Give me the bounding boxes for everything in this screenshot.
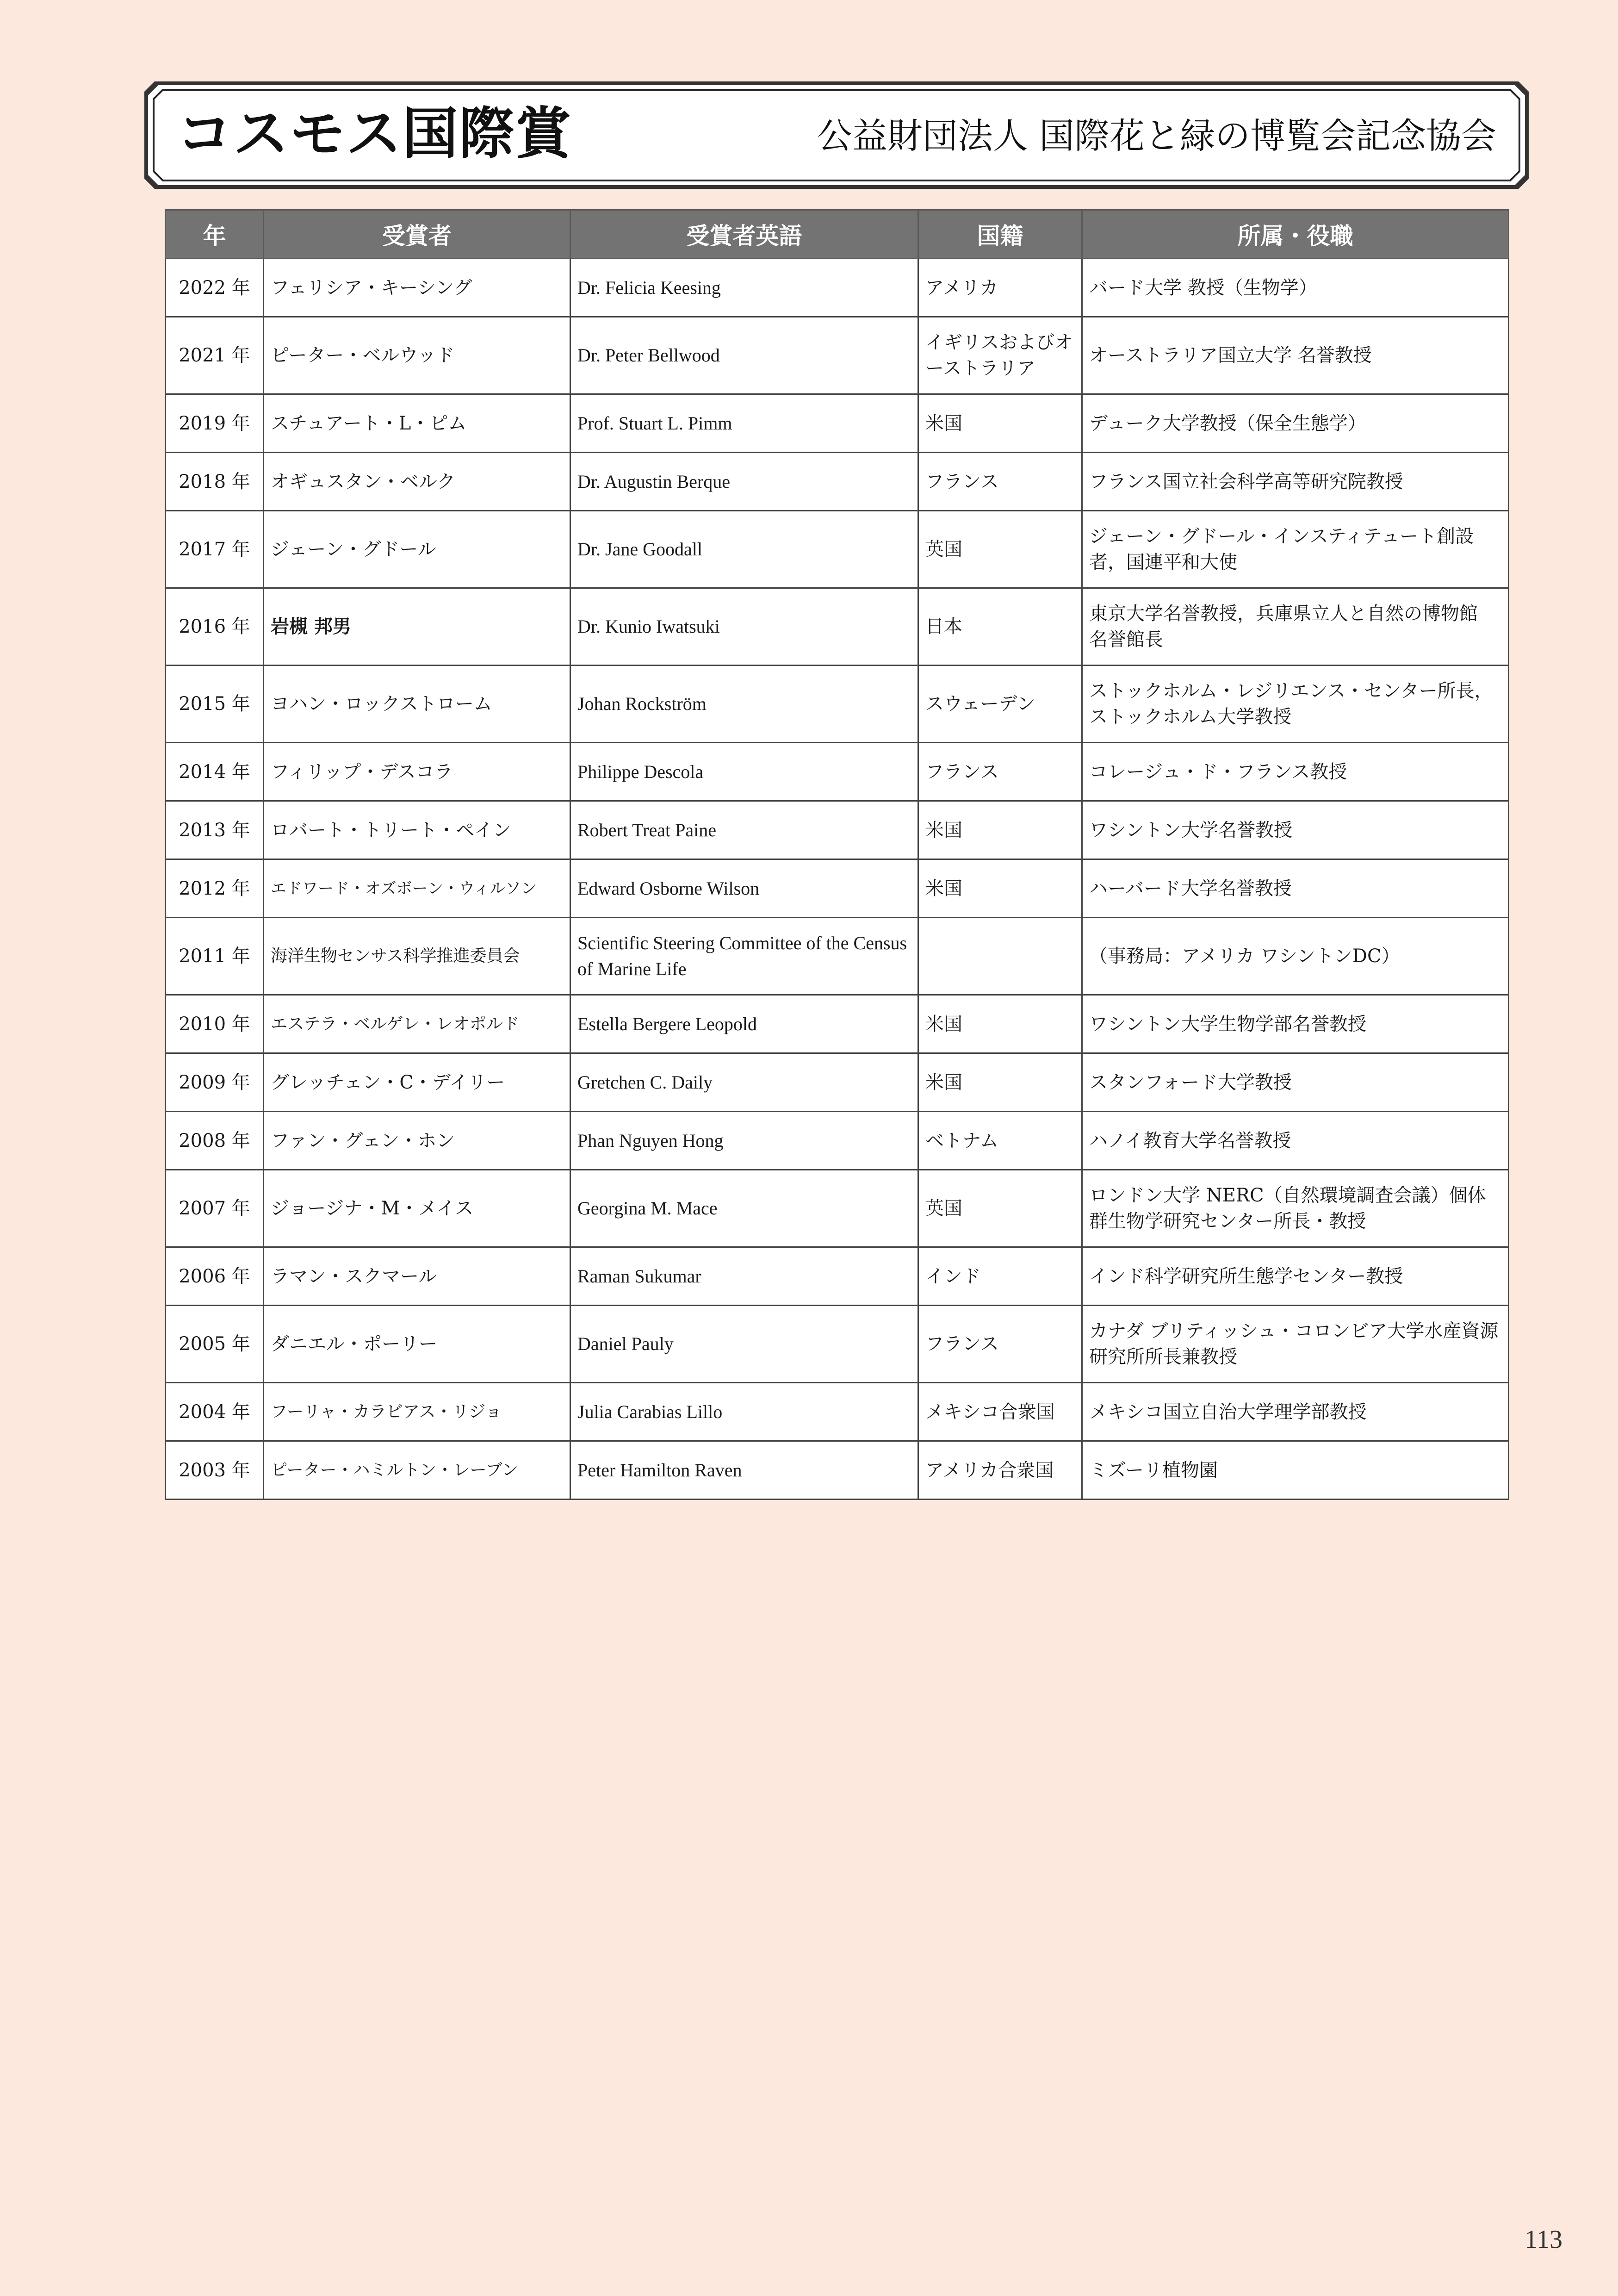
affiliation-cell: ミズーリ植物園 [1082, 1441, 1509, 1500]
year-cell: 2009 年 [166, 1053, 264, 1112]
laureate-name-ja: ファン・グェン・ホン [264, 1112, 570, 1170]
affiliation-cell: ハーバード大学名誉教授 [1082, 859, 1509, 918]
page-number: 113 [1525, 2225, 1562, 2254]
affiliation-cell: コレージュ・ド・フランス教授 [1082, 743, 1509, 801]
affiliation-cell: バード大学 教授（生物学） [1082, 259, 1509, 317]
awards-table [165, 209, 1509, 1500]
laureate-name-en: Estella Bergere Leopold [570, 995, 918, 1053]
table-row [166, 1170, 1509, 1247]
table-row [166, 1247, 1509, 1306]
laureate-name-en: Dr. Kunio Iwatsuki [570, 588, 918, 666]
laureate-name-ja: ジェーン・グドール [264, 511, 570, 588]
table-row [166, 995, 1509, 1053]
table-row [166, 511, 1509, 588]
nationality-cell: メキシコ合衆国 [918, 1383, 1082, 1441]
title-banner [144, 81, 1529, 189]
laureate-name-en: Dr. Peter Bellwood [570, 317, 918, 394]
laureate-name-ja: ヨハン・ロックストローム [264, 666, 570, 743]
table-row [166, 1441, 1509, 1500]
affiliation-cell: オーストラリア国立大学 名誉教授 [1082, 317, 1509, 394]
nationality-cell: フランス [918, 1306, 1082, 1383]
year-cell: 2021 年 [166, 317, 264, 394]
nationality-cell: アメリカ合衆国 [918, 1441, 1082, 1500]
affiliation-cell: ワシントン大学生物学部名誉教授 [1082, 995, 1509, 1053]
table-row [166, 1383, 1509, 1441]
table-row [166, 259, 1509, 317]
column-header-laureate: 受賞者 [264, 210, 570, 259]
laureate-name-ja: エステラ・ベルゲレ・レオポルド [264, 995, 570, 1053]
year-cell: 2006 年 [166, 1247, 264, 1306]
laureate-name-en: Edward Osborne Wilson [570, 859, 918, 918]
affiliation-cell: フランス国立社会科学高等研究院教授 [1082, 453, 1509, 511]
laureate-name-en: Daniel Pauly [570, 1306, 918, 1383]
year-cell: 2003 年 [166, 1441, 264, 1500]
nationality-cell: 米国 [918, 1053, 1082, 1112]
column-header-laureate-english: 受賞者英語 [570, 210, 918, 259]
year-cell: 2005 年 [166, 1306, 264, 1383]
affiliation-cell: カナダ ブリティッシュ・コロンビア大学水産資源研究所所長兼教授 [1082, 1306, 1509, 1383]
table-row [166, 317, 1509, 394]
laureate-name-ja: ピーター・ハミルトン・レーブン [264, 1441, 570, 1500]
year-cell: 2013 年 [166, 801, 264, 859]
nationality-cell: 英国 [918, 511, 1082, 588]
year-cell: 2016 年 [166, 588, 264, 666]
table-row [166, 666, 1509, 743]
laureate-name-ja: 岩槻 邦男 [264, 588, 570, 666]
nationality-cell: インド [918, 1247, 1082, 1306]
laureate-name-en: Dr. Augustin Berque [570, 453, 918, 511]
laureate-name-ja: ダニエル・ポーリー [264, 1306, 570, 1383]
laureate-name-en: Johan Rockström [570, 666, 918, 743]
laureate-name-en: Raman Sukumar [570, 1247, 918, 1306]
year-cell: 2010 年 [166, 995, 264, 1053]
table-row [166, 394, 1509, 453]
laureate-name-ja: ジョージナ・M・メイス [264, 1170, 570, 1247]
nationality-cell: 米国 [918, 394, 1082, 453]
laureate-name-en: Robert Treat Paine [570, 801, 918, 859]
laureate-name-en: Dr. Jane Goodall [570, 511, 918, 588]
table-row [166, 859, 1509, 918]
organization-name: 公益財団法人 国際花と緑の博覧会記念協会 [817, 115, 1496, 156]
laureate-name-ja: エドワード・オズボーン・ウィルソン [264, 859, 570, 918]
laureate-name-ja: ピーター・ベルウッド [264, 317, 570, 394]
affiliation-cell: スタンフォード大学教授 [1082, 1053, 1509, 1112]
laureate-name-en: Gretchen C. Daily [570, 1053, 918, 1112]
table-row [166, 743, 1509, 801]
year-cell: 2017 年 [166, 511, 264, 588]
affiliation-cell: インド科学研究所生態学センター教授 [1082, 1247, 1509, 1306]
year-cell: 2019 年 [166, 394, 264, 453]
table-row [166, 1112, 1509, 1170]
affiliation-cell: ハノイ教育大学名誉教授 [1082, 1112, 1509, 1170]
laureate-name-ja: フィリップ・デスコラ [264, 743, 570, 801]
laureate-name-ja: フーリャ・カラビアス・リジョ [264, 1383, 570, 1441]
table-row [166, 588, 1509, 666]
nationality-cell: 米国 [918, 859, 1082, 918]
nationality-cell: フランス [918, 453, 1082, 511]
laureate-name-ja: グレッチェン・C・デイリー [264, 1053, 570, 1112]
table-row [166, 1053, 1509, 1112]
year-cell: 2011 年 [166, 918, 264, 995]
laureate-name-ja: フェリシア・キーシング [264, 259, 570, 317]
table-row [166, 801, 1509, 859]
nationality-cell: フランス [918, 743, 1082, 801]
laureate-name-ja: 海洋生物センサス科学推進委員会 [264, 918, 570, 995]
laureate-name-ja: ラマン・スクマール [264, 1247, 570, 1306]
year-cell: 2008 年 [166, 1112, 264, 1170]
affiliation-cell: 東京大学名誉教授，兵庫県立人と自然の博物館 名誉館長 [1082, 588, 1509, 666]
nationality-cell: 米国 [918, 995, 1082, 1053]
year-cell: 2004 年 [166, 1383, 264, 1441]
nationality-cell: イギリスおよびオーストラリア [918, 317, 1082, 394]
laureate-name-en: Georgina M. Mace [570, 1170, 918, 1247]
column-header-nationality: 国籍 [918, 210, 1082, 259]
laureate-name-en: Phan Nguyen Hong [570, 1112, 918, 1170]
laureate-name-ja: スチュアート・L・ピム [264, 394, 570, 453]
affiliation-cell: （事務局：アメリカ ワシントンDC） [1082, 918, 1509, 995]
table-row [166, 1306, 1509, 1383]
laureate-name-en: Dr. Felicia Keesing [570, 259, 918, 317]
laureate-name-en: Peter Hamilton Raven [570, 1441, 918, 1500]
year-cell: 2007 年 [166, 1170, 264, 1247]
year-cell: 2014 年 [166, 743, 264, 801]
column-header-affiliation: 所属・役職 [1082, 210, 1509, 259]
nationality-cell: アメリカ [918, 259, 1082, 317]
column-header-year: 年 [166, 210, 264, 259]
laureate-name-en: Philippe Descola [570, 743, 918, 801]
year-cell: 2015 年 [166, 666, 264, 743]
laureate-name-en: Julia Carabias Lillo [570, 1383, 918, 1441]
affiliation-cell: メキシコ国立自治大学理学部教授 [1082, 1383, 1509, 1441]
affiliation-cell: ストックホルム・レジリエンス・センター所長，ストックホルム大学教授 [1082, 666, 1509, 743]
laureate-name-ja: オギュスタン・ベルク [264, 453, 570, 511]
table-row [166, 453, 1509, 511]
affiliation-cell: ロンドン大学 NERC（自然環境調査会議）個体群生物学研究センター所長・教授 [1082, 1170, 1509, 1247]
year-cell: 2012 年 [166, 859, 264, 918]
year-cell: 2018 年 [166, 453, 264, 511]
nationality-cell: 英国 [918, 1170, 1082, 1247]
nationality-cell [918, 918, 1082, 995]
laureate-name-en: Scientific Steering Committee of the Census of Marine Life [570, 918, 918, 995]
page-title: コスモス国際賞 [177, 102, 572, 166]
year-cell: 2022 年 [166, 259, 264, 317]
affiliation-cell: ワシントン大学名誉教授 [1082, 801, 1509, 859]
nationality-cell: ベトナム [918, 1112, 1082, 1170]
laureate-name-en: Prof. Stuart L. Pimm [570, 394, 918, 453]
table-row [166, 918, 1509, 995]
affiliation-cell: デューク大学教授（保全生態学） [1082, 394, 1509, 453]
affiliation-cell: ジェーン・グドール・インスティテュート創設者，国連平和大使 [1082, 511, 1509, 588]
nationality-cell: スウェーデン [918, 666, 1082, 743]
laureate-name-ja: ロバート・トリート・ペイン [264, 801, 570, 859]
nationality-cell: 日本 [918, 588, 1082, 666]
table-header-row [166, 210, 1509, 259]
nationality-cell: 米国 [918, 801, 1082, 859]
